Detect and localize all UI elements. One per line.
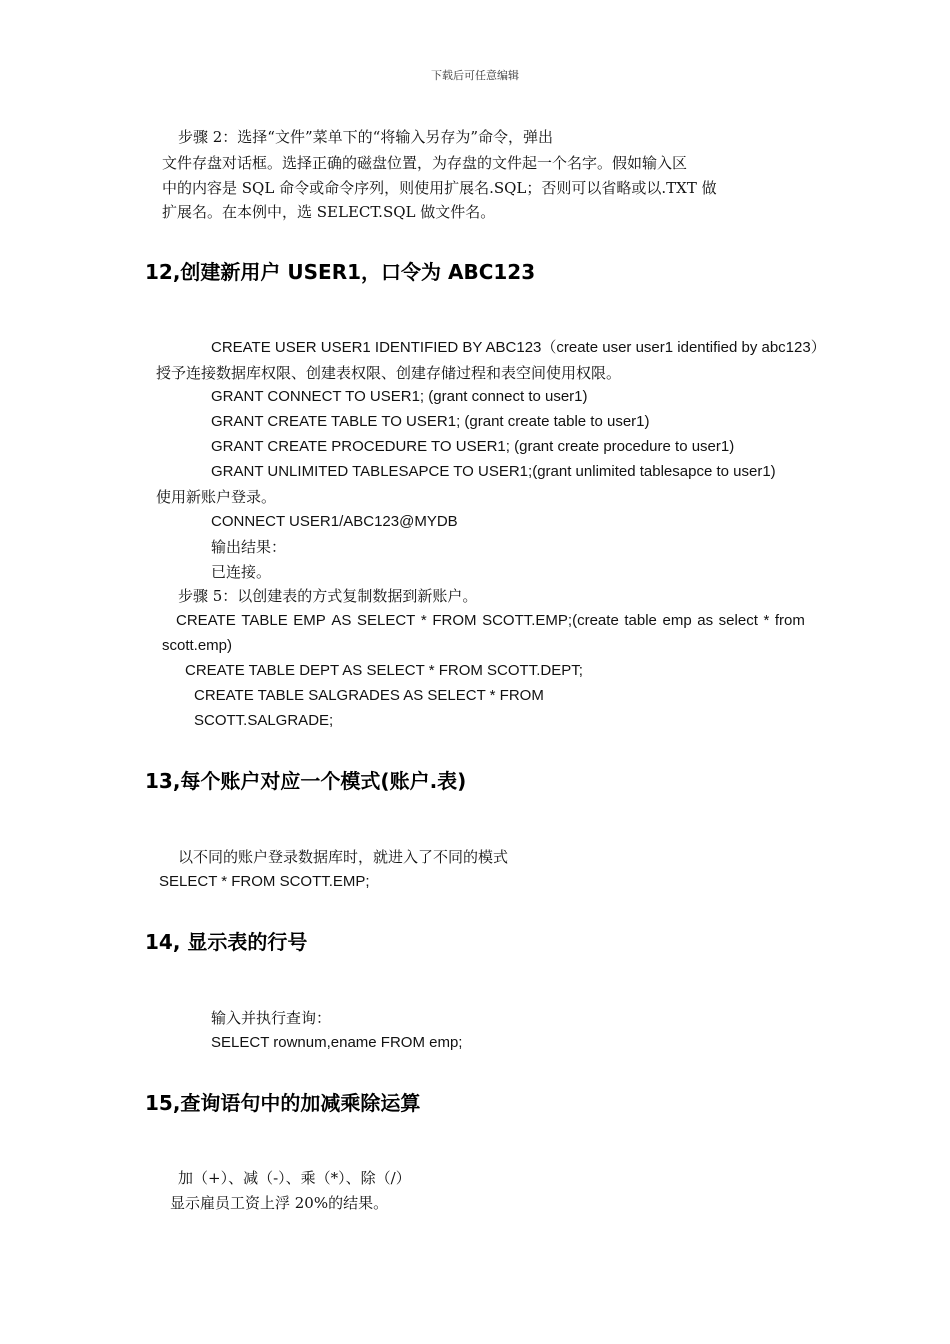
sql-word: select — [718, 612, 758, 629]
select-scott-emp-sql: SELECT * FROM SCOTT.EMP; — [159, 873, 370, 890]
schema-description: 以不同的账户登录数据库时，就进入了不同的模式 — [178, 848, 509, 866]
sql-word: as — [697, 612, 714, 629]
create-dept-sql: CREATE TABLE DEPT AS SELECT * FROM SCOTT.DEPT; — [185, 662, 583, 679]
sql-word: emp — [662, 612, 692, 629]
grant-unlimited-tablespace-sql: GRANT UNLIMITED TABLESAPCE TO USER1;(grant unlimited tablesapce to user1) — [211, 463, 776, 480]
sql-word: CREATE — [176, 612, 236, 629]
sql-word: SCOTT.EMP;(create — [482, 612, 619, 629]
sql-word: EMP — [293, 612, 326, 629]
create-user-sql: CREATE USER USER1 IDENTIFIED BY ABC123（create user user1 identified by abc123） — [211, 339, 826, 356]
grant-create-table-sql: GRANT CREATE TABLE TO USER1; (grant create table to user1) — [211, 413, 650, 430]
intro-line-1: 步骤 2：选择“文件”菜单下的“将输入另存为”命令，弹出 — [178, 128, 553, 146]
section-15-heading: 15,查询语句中的加减乘除运算 — [145, 1091, 421, 1115]
create-salgrades-sql: CREATE TABLE SALGRADES AS SELECT * FROM — [194, 687, 544, 704]
output-value: 已连接。 — [211, 563, 272, 581]
step-5-text: 步骤 5：以创建表的方式复制数据到新账户。 — [178, 587, 478, 605]
connect-sql: CONNECT USER1/ABC123@MYDB — [211, 513, 458, 530]
grant-create-procedure-sql: GRANT CREATE PROCEDURE TO USER1; (grant create procedure to user1) — [211, 438, 735, 455]
sql-word: FROM — [432, 612, 477, 629]
sql-word: from — [774, 612, 805, 629]
sql-word: * — [763, 612, 770, 629]
salary-description: 显示雇员工资上浮 20%的结果。 — [170, 1194, 389, 1212]
create-salgrades-sql-continued: SCOTT.SALGRADE; — [194, 712, 334, 729]
page-header: 下载后可任意编辑 — [431, 69, 519, 82]
create-emp-sql-continued: scott.emp) — [162, 637, 233, 654]
arithmetic-operators: 加（+）、减（-）、乘（*）、除（/） — [178, 1169, 411, 1187]
create-emp-sql — [176, 611, 805, 631]
section-14-heading: 14, 显示表的行号 — [145, 930, 308, 954]
intro-line-2: 文件存盘对话框。选择正确的磁盘位置，为存盘的文件起一个名字。假如输入区 — [162, 154, 688, 172]
sql-word: AS — [331, 612, 352, 629]
sql-word: * — [420, 612, 427, 629]
select-rownum-sql: SELECT rownum,ename FROM emp; — [211, 1034, 463, 1051]
query-description: 输入并执行查询： — [211, 1009, 332, 1027]
section-12-heading: 12,创建新用户 USER1，口令为 ABC123 — [145, 260, 536, 284]
sql-word: table — [624, 612, 657, 629]
sql-word: SELECT — [356, 612, 416, 629]
sql-word: TABLE — [241, 612, 288, 629]
grant-description: 授予连接数据库权限、创建表权限、创建存储过程和表空间使用权限。 — [156, 364, 622, 382]
grant-connect-sql: GRANT CONNECT TO USER1; (grant connect to user1) — [211, 388, 588, 405]
login-description: 使用新账户登录。 — [156, 488, 277, 506]
intro-line-3: 中的内容是 SQL 命令或命令序列，则使用扩展名.SQL；否则可以省略或以.TXT 做 — [162, 179, 717, 197]
intro-line-4: 扩展名。在本例中，选 SELECT.SQL 做文件名。 — [162, 203, 496, 221]
output-label: 输出结果： — [211, 538, 287, 556]
section-13-heading: 13,每个账户对应一个模式(账户.表) — [145, 769, 467, 793]
